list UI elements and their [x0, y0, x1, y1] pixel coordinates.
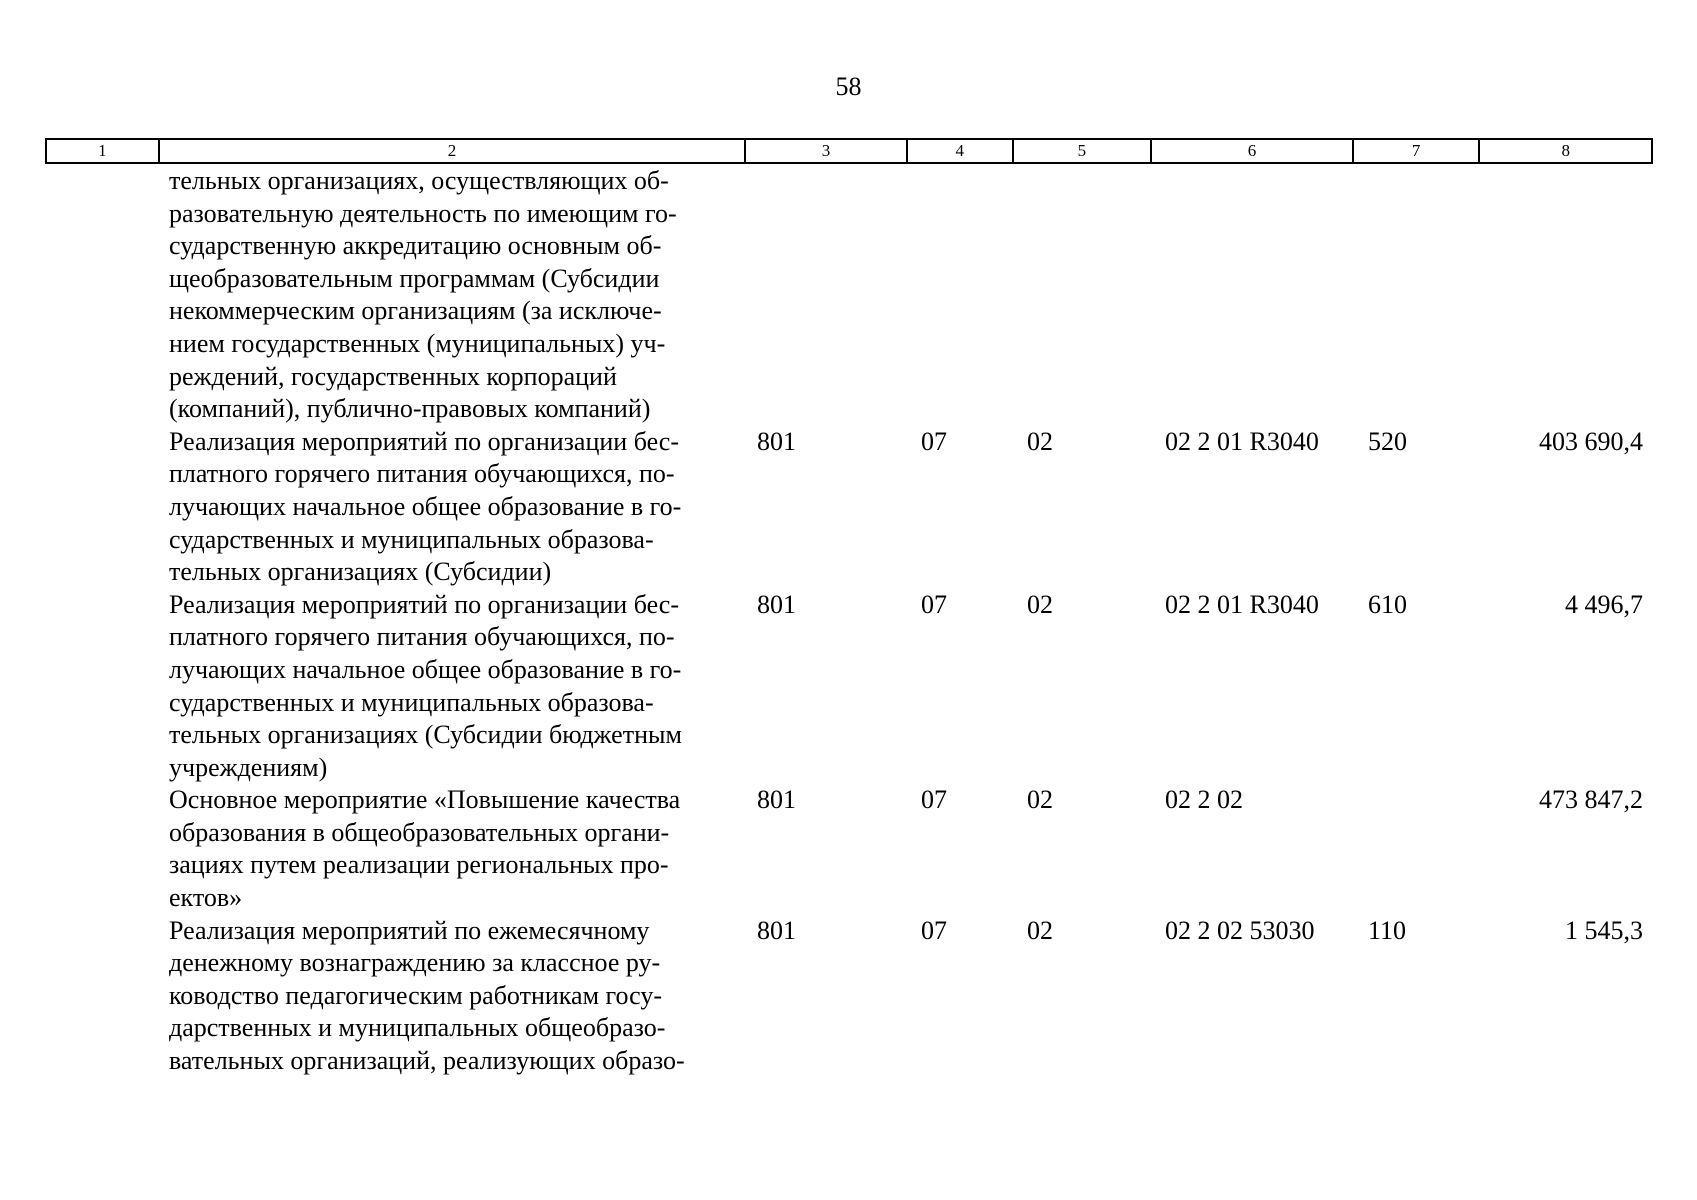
page-number: 58	[835, 72, 862, 101]
cell-subsection-code: 02	[1027, 915, 1053, 945]
column-header-6: 6	[1152, 140, 1354, 162]
cell-section-code: 07	[921, 589, 947, 619]
table-body	[0, 165, 1697, 1078]
column-header-7: 7	[1354, 140, 1481, 162]
row-description: Реализация мероприятий по организации бес- платного горячего питания обучающихся, по- лучающих начальное общее образование в го- сударственных и муниципальных образова- тельных организациях (Субсидии бюджетным учреждениям)	[169, 589, 682, 782]
cell-target-article: 02 2 02	[1165, 785, 1243, 815]
cell-ministry-code: 801	[757, 589, 796, 619]
table-row	[0, 589, 1697, 785]
cell-subsection-code: 02	[1027, 589, 1053, 619]
cell-amount: 473 847,2	[1539, 785, 1643, 815]
column-header-2: 2	[160, 140, 747, 162]
row-description: Реализация мероприятий по организации бес- платного горячего питания обучающихся, по- лучающих начальное общее образование в го- сударственных и муниципальных образова- тельных организациях (Субсидии)	[169, 426, 682, 587]
cell-section-code: 07	[921, 785, 947, 815]
cell-expense-type: 520	[1368, 426, 1407, 456]
cell-target-article: 02 2 01 R3040	[1165, 589, 1319, 619]
cell-subsection-code: 02	[1027, 426, 1053, 456]
cell-section-code: 07	[921, 426, 947, 456]
row-description: Основное мероприятие «Повышение качества образования в общеобразовательных органи- зациях путем реализации региональных про- ектов»	[169, 785, 681, 913]
column-header-1: 1	[47, 140, 160, 162]
column-header-4: 4	[908, 140, 1014, 162]
column-header-3: 3	[746, 140, 908, 162]
row-description: тельных организациях, осуществляющих об- разовательную деятельность по имеющим го- сударственную аккредитацию основным об- щеобразовательным программам (Субсидии некоммерческим организациям (за исключе- нием государственных (муниципальных) уч- реждений, государственных корпораций (компаний), публично-правовых компаний)	[169, 166, 677, 424]
row-description: Реализация мероприятий по ежемесячному денежному вознаграждению за классное ру- ководство педагогическим работникам госу- дарственных и муниципальных общеобразо- вательных организаций, реализующих образо-	[169, 915, 685, 1076]
table-header-row	[45, 138, 1653, 164]
cell-expense-type: 610	[1368, 589, 1407, 619]
cell-amount: 403 690,4	[1539, 426, 1643, 456]
table-row	[0, 784, 1697, 914]
cell-amount: 1 545,3	[1565, 915, 1643, 945]
cell-target-article: 02 2 02 53030	[1165, 915, 1315, 945]
table-row	[0, 915, 1697, 1078]
cell-expense-type: 110	[1368, 915, 1407, 945]
column-header-8: 8	[1561, 141, 1570, 160]
cell-ministry-code: 801	[757, 915, 796, 945]
column-header-5: 5	[1014, 140, 1153, 162]
cell-ministry-code: 801	[757, 785, 796, 815]
table-row	[0, 165, 1697, 426]
cell-amount: 4 496,7	[1565, 589, 1643, 619]
cell-subsection-code: 02	[1027, 785, 1053, 815]
cell-ministry-code: 801	[757, 426, 796, 456]
cell-target-article: 02 2 01 R3040	[1165, 426, 1319, 456]
cell-section-code: 07	[921, 915, 947, 945]
table-row	[0, 426, 1697, 589]
